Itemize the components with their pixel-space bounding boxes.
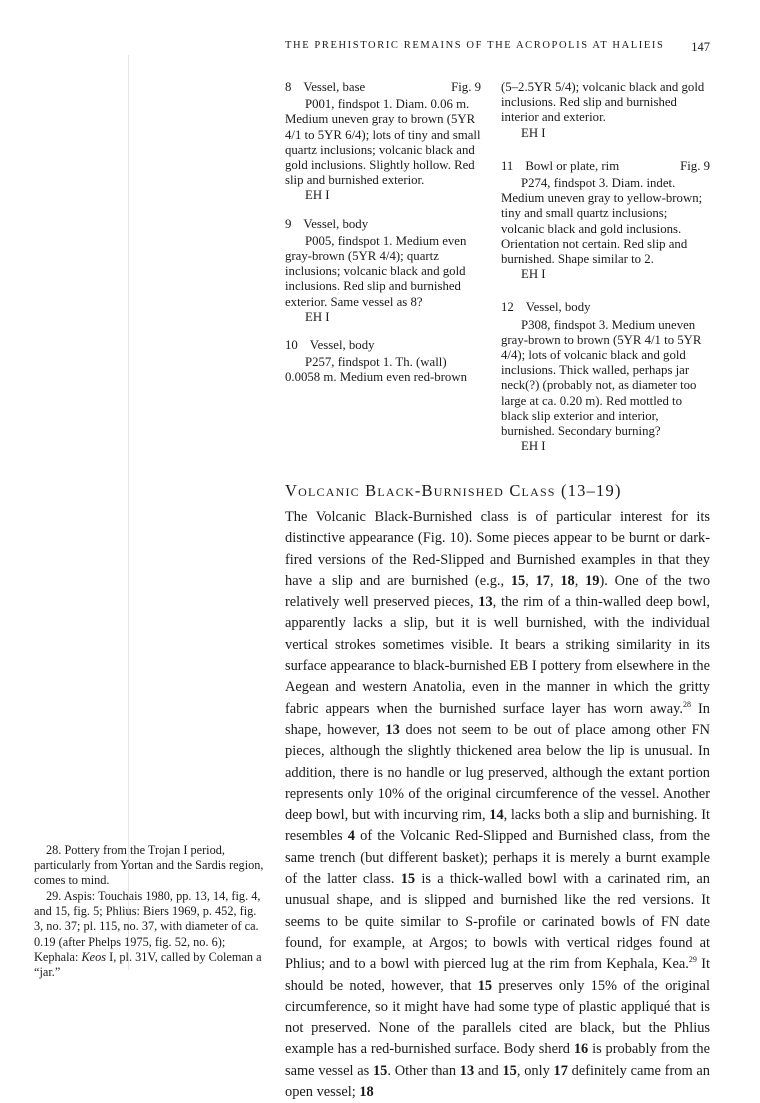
figure-ref: Fig. 9 [680, 158, 710, 173]
footnote-ref-28: 28 [683, 699, 692, 709]
catalog-entry-10 [285, 338, 481, 386]
entry-period: EH I [521, 439, 546, 454]
entry-description: P274, findspot 3. Diam. indet. Medium uneven gray to yellow-brown; tiny and small quartz inclusions; volcanic black and gold inclusions. Orientation not certain. Red slip and burnished. Shape similar to 2. [501, 176, 703, 267]
main-text: The Volcanic Black-Burnished class is of particular interest for its distinctive appearance (Fig. 10). Some pieces appear to be burnt or dark-fired versions of the Red-Slipped and Burnished examples in that they have a slip and are burnished (e.g., 15, 17, 18, 19). One of the two relatively well preserved pieces, 13, the rim of a thin-walled deep bowl, apparently lacks a slip, but it is well burnished, with the individual vertical strokes sometimes visible. It bears a striking similarity in its surface appearance to black-burnished EB I pottery from elsewhere in the Aegean and western Anatolia, even in the manner in which the gritty fabric appears when the burnished surface layer has worn away.$^{28}$ In shape, however, 13 does not seem to be out of place among other FN pieces, although the slightly thickened area below the lip is unusual. In addition, there is no handle or lug preserved, although the extant portion represents only 10% of the original circumference of the vessel. Another deep bowl, but with incurving rim, 14, lacks both a slip and burnishing. It resembles 4 of the Volcanic Red-Slipped and Burnished class, from the same trench (but different basket); perhaps it is merely a burnt example of the latter class. 15 is a thick-walled bowl with a carinated rim, an unusual shape, and is slipped and burnished like the red versions. It seems to be quite similar to S-profile or carinated bowls of FN date found, for example, at Argos; to bowls with vertical ridges found at Phlius; and to a bowl with pierced lug at the rim from Kephala, Kea.$^{29}$ It should be noted, however, that 15 preserves only 15% of the original circumference, so it might have had some type of plastic appliqué that is not preserved. None of the parallels cited are black, but the Phlius example has a red-burnished surface. Body sherd 16 is probably from the same vessel as 15. Other than 13 and 15, only 17 definitely came from an open vessel; 18 [285, 509, 711, 1101]
entry-description: P308, findspot 3. Medium uneven gray-brown to brown (5YR 4/1 to 5YR 4/4); lots of volcanic black and gold inclusions. Thick walled, perhaps jar neck(?) (probably not, as diameter too large at ca. 0.20 m). Red mottled to black slip exterior and interior, burnished. Secondary burning? [501, 317, 702, 439]
footnote-28: 28. Pottery from the Trojan I period, particularly from Yortan and the Sardis region, comes to mind. [34, 843, 264, 888]
gutter-rule [128, 55, 129, 970]
footnotes [34, 843, 266, 981]
entry-heading [501, 300, 710, 315]
entry-period: EH I [305, 188, 330, 203]
entry-title: Vessel, body [525, 300, 591, 315]
entry-number: 8 [285, 80, 292, 94]
entry-period: EH I [521, 125, 546, 140]
entry-heading [285, 217, 481, 232]
running-header [285, 40, 710, 55]
entry-period: EH I [305, 309, 330, 324]
entry-number: 9 [285, 216, 292, 231]
entry-description: P005, findspot 1. Medium even gray-brown (5YR 4/4); quartz inclusions; volcanic black and gold inclusions. Red slip and burnished exterior. Same vessel as 8? [285, 233, 467, 309]
catalog-entry-9 [285, 217, 481, 325]
entry-title: Vessel, body [303, 216, 369, 231]
entry-heading [501, 159, 710, 174]
footnote-29: 29. Aspis: Touchais 1980, pp. 13, 14, fig. 4, and 15, fig. 5; Phlius: Biers 1969, p. 452, fig. 3, no. 37; pl. 115, no. 37, with diameter of ca. 0.19 (after Phelps 1975, fig. 52, no. 6); Kephala: Keos I, pl. 31V, called by Coleman a “jar.” [34, 889, 262, 979]
catalog-entry-8 [285, 80, 481, 204]
entry-number: 11 [501, 158, 514, 173]
running-title: THE PREHISTORIC REMAINS OF THE ACROPOLIS AT HALIEIS [285, 40, 665, 51]
entry-heading [285, 80, 481, 95]
entry-description: P257, findspot 1. Th. (wall) 0.0058 m. Medium even red-brown [285, 355, 467, 385]
section-heading: Volcanic Black-Burnished Class (13–19) [285, 481, 622, 500]
catalog-column-right [501, 80, 710, 467]
entry-title: Vessel, base [303, 80, 366, 94]
catalog-column-left [285, 80, 481, 399]
entry-title: Vessel, body [309, 338, 375, 353]
footnote-ref-29: 29 [688, 955, 697, 965]
catalog-entry-10-continued [501, 80, 710, 141]
entry-continuation: (5–2.5YR 5/4); volcanic black and gold inclusions. Red slip and burnished interior and exterior. [501, 80, 705, 125]
entry-number: 10 [285, 338, 298, 353]
entry-description: P001, findspot 1. Diam. 0.06 m. Medium uneven gray to brown (5YR 4/1 to 5YR 6/4); lots of tiny and small quartz inclusions; volcanic black and gold inclusions. Slightly hollow. Red slip and burnished exterior. [285, 97, 481, 188]
figure-ref: Fig. 9 [451, 80, 481, 94]
catalog-entry-11 [501, 159, 710, 283]
entry-number: 12 [501, 300, 514, 315]
catalog-entry-12 [501, 300, 710, 454]
entry-period: EH I [521, 267, 546, 282]
page-number: 147 [691, 40, 710, 54]
entry-heading [285, 338, 481, 353]
entry-title: Bowl or plate, rim [525, 158, 620, 173]
